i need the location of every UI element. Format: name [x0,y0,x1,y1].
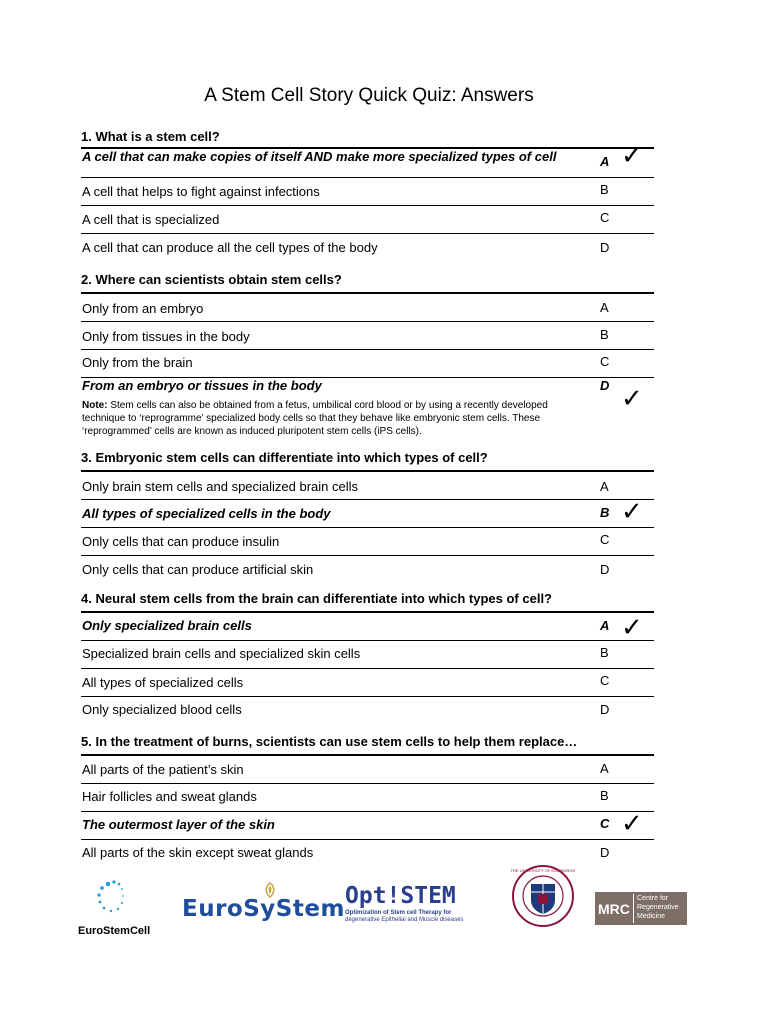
answer-option-d [81,234,654,260]
option-letter: A [600,618,610,633]
answer-option-b [81,497,654,528]
option-letter: B [600,788,609,803]
edinburgh-ring-text: THE UNIVERSITY OF EDINBURGH [511,868,575,873]
answer-option-a [81,472,654,500]
option-letter: A [600,479,609,494]
answer-option-c [81,809,654,840]
option-text: Only specialized blood cells [82,702,242,717]
option-letter: B [600,182,609,197]
optistem-tagline-1: Optimization of Stem cell Therapy for [345,910,452,916]
option-letter: D [600,378,610,393]
optistem-wordmark: Opt!STEM [345,883,456,909]
check-mark-icon: ✓ [621,384,643,414]
answer-option-d [81,378,654,450]
answer-option-a [81,141,654,178]
answer-option-c [81,206,654,234]
option-text: A cell that can produce all the cell types of the body [82,240,378,255]
option-text: Only cells that can produce insulin [82,534,280,549]
note-label: Note: [82,400,108,411]
mrc-wordmark: MRC [598,901,630,917]
eurostemcell-logo [78,878,166,936]
check-mark-icon: ✓ [621,613,643,643]
eurostemcell-dots-icon [78,878,166,918]
mrc-tag-line-3: Medicine [637,913,666,920]
option-text: Specialized brain cells and specialized skin cells [82,646,361,661]
question-5 [81,732,661,866]
question-text: 4. Neural stem cells from the brain can differentiate into which types of cell? [81,591,553,606]
question-text: 2. Where can scientists obtain stem cells? [81,272,342,287]
check-mark-icon: ✓ [621,809,643,839]
option-letter: D [600,562,610,577]
option-text: A cell that can make copies of itself AND make more specialized types of cell [82,149,557,164]
partner-logos [0,870,768,940]
eurosystem-wordmark: EuroSyStem [182,896,345,922]
option-letter: C [600,532,610,547]
option-letter: A [600,154,610,169]
option-text: Only specialized brain cells [82,618,252,633]
option-letter: C [600,816,610,831]
question-1 [81,127,661,260]
answer-option-b [81,178,654,206]
answer-option-a [81,756,654,784]
option-text: Only from an embryo [82,301,204,316]
mrc-divider [633,894,634,923]
answer-option-b [81,322,654,350]
edinburgh-crest-icon [511,864,575,928]
option-text: Only from tissues in the body [82,329,250,344]
option-letter: A [600,761,609,776]
option-letter: D [600,702,610,717]
option-letter: A [600,300,609,315]
option-text: The outermost layer of the skin [82,817,275,832]
check-mark-icon: ✓ [621,497,643,527]
optistem-tagline-2: degenerative Epithelial and Muscle diseases [345,917,464,923]
question-3 [81,448,661,582]
answer-option-b [81,641,654,669]
question-text: 1. What is a stem cell? [81,129,220,144]
answer-option-a [81,613,654,641]
option-letter: B [600,505,610,520]
question-text: 5. In the treatment of burns, scientists can use stem cells to help them replace… [81,734,578,749]
option-text: All types of specialized cells in the body [82,506,331,521]
option-text: A cell that is specialized [82,212,220,227]
option-letter: C [600,354,610,369]
option-text: A cell that helps to fight against infections [82,184,320,199]
answer-option-c [81,669,654,697]
answer-option-d [81,697,654,723]
option-text: Only brain stem cells and specialized brain cells [82,479,359,494]
mrc-crm-logo [595,892,687,925]
option-text: All parts of the patient’s skin [82,762,244,777]
university-of-edinburgh-crest [511,864,575,928]
option-text: All parts of the skin except sweat glands [82,845,314,860]
option-letter: C [600,673,610,688]
mrc-tag-line-2: Regenerative [637,904,679,911]
question-2 [81,270,661,450]
optistem-logo [345,884,490,934]
option-letter: D [600,240,610,255]
option-text: All types of specialized cells [82,675,244,690]
option-letter: B [600,645,609,660]
option-letter: D [600,845,610,860]
eurostemcell-wordmark: EuroStemCell [78,925,151,937]
note-text: Stem cells can also be obtained from a fetus, umbilical cord blood or by using a recently developed technique to ‘reprogramme’ specialized body cells so that they behave like embryonic stem cells. These ‘reprogrammed’ cells are known as induced pluripotent stem cells (iPS cells). [82,400,548,437]
answer-option-d [81,840,654,866]
note-paragraph [82,399,572,438]
answer-option-b [81,784,654,812]
answer-option-c [81,350,654,378]
mrc-tagline [637,894,679,921]
question-4 [81,589,661,723]
eurosystem-logo [182,888,345,933]
mrc-tag-line-1: Centre for [637,895,669,902]
question-text: 3. Embryonic stem cells can differentiate into which types of cell? [81,450,488,465]
option-letter: C [600,210,610,225]
page-title: A Stem Cell Story Quick Quiz: Answers [204,85,534,106]
answer-option-d [81,556,654,582]
option-text: From an embryo or tissues in the body [82,378,322,393]
option-letter: B [600,327,609,342]
option-text: Hair follicles and sweat glands [82,789,257,804]
answer-option-c [81,528,654,556]
option-text: Only cells that can produce artificial skin [82,562,314,577]
option-text: Only from the brain [82,355,193,370]
check-mark-icon: ✓ [621,141,643,171]
answer-option-a [81,294,654,322]
